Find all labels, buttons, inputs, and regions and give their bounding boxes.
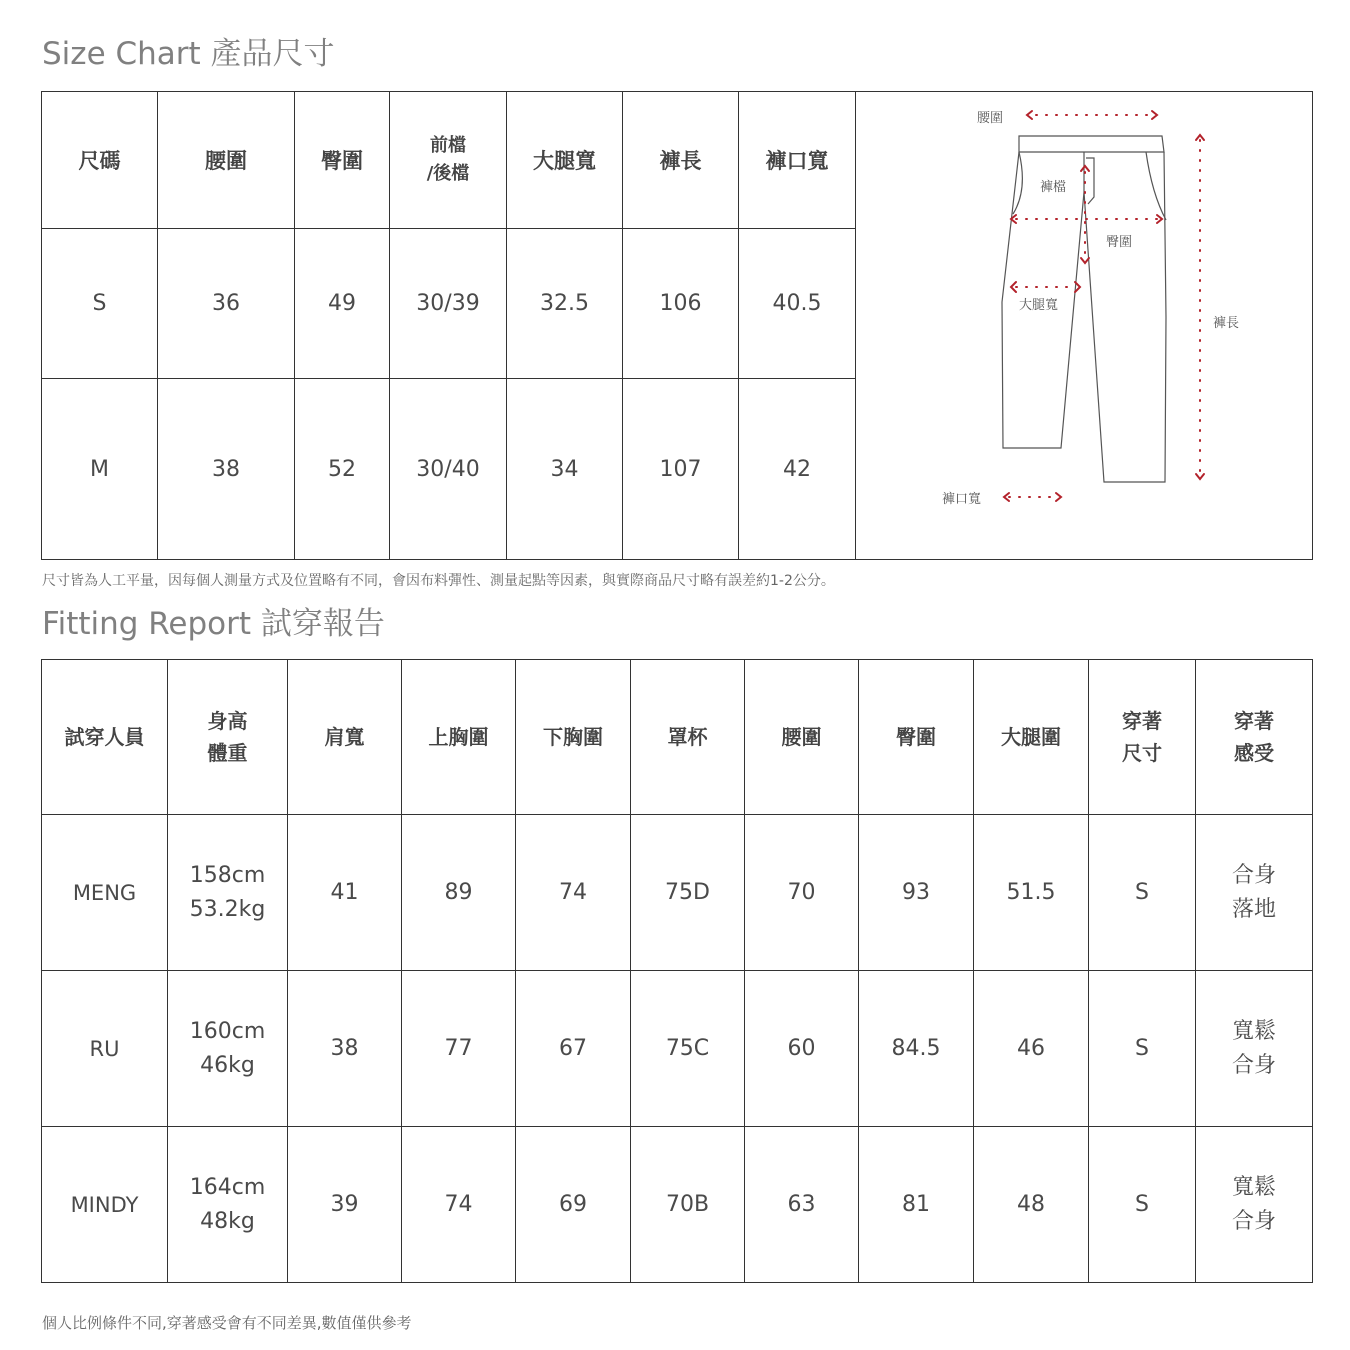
cell-rise: 30/39 [390, 229, 507, 379]
cell-bust: 89 [402, 815, 516, 971]
cell-height: 158cm [189, 862, 266, 888]
cell-feeling [1196, 815, 1313, 971]
header-worn-size-line1: 穿著 [1122, 709, 1162, 733]
cell-length: 107 [623, 379, 739, 560]
header-weight: 體重 [207, 741, 248, 765]
cell-feeling-line2: 合身 [1231, 1052, 1276, 1078]
cell-feeling-line1: 寬鬆 [1231, 1174, 1276, 1200]
cell-feeling-line2: 落地 [1231, 896, 1276, 922]
header-hem: 褲口寬 [739, 92, 856, 229]
label-waist: 腰圍 [977, 111, 1004, 126]
header-bust: 上胸圍 [402, 660, 516, 815]
cell-waist: 70 [745, 815, 859, 971]
label-hem: 褲口寬 [942, 492, 982, 507]
pants-diagram [856, 92, 1312, 559]
cell-hip: 84.5 [859, 971, 974, 1127]
waist-arrow-left [1027, 111, 1032, 119]
header-worn-size-line2: 尺寸 [1122, 741, 1162, 765]
cell-thigh: 46 [974, 971, 1089, 1127]
cell-underbust: 67 [516, 971, 631, 1127]
hem-arrow-right [1056, 493, 1061, 501]
header-feeling-line2: 感受 [1234, 741, 1274, 765]
cell-cup: 70B [631, 1127, 745, 1283]
header-feeling [1196, 660, 1313, 815]
cell-height: 164cm [189, 1174, 266, 1200]
header-rise-back: /後檔 [426, 163, 470, 184]
cell-shoulder: 41 [288, 815, 402, 971]
header-waist: 腰圍 [158, 92, 295, 229]
header-underbust: 下胸圍 [516, 660, 631, 815]
cell-hem: 42 [739, 379, 856, 560]
cell-shoulder: 38 [288, 971, 402, 1127]
cell-length: 106 [623, 229, 739, 379]
header-length: 褲長 [623, 92, 739, 229]
size-chart-table [41, 91, 1313, 560]
label-thigh: 大腿寬 [1019, 298, 1059, 313]
cell-height-weight [168, 1127, 288, 1283]
fit-row-mindy [42, 1127, 1313, 1283]
header-size: 尺碼 [42, 92, 158, 229]
cell-waist: 63 [745, 1127, 859, 1283]
cell-bust: 74 [402, 1127, 516, 1283]
header-shoulder: 肩寬 [288, 660, 402, 815]
header-feeling-line1: 穿著 [1234, 709, 1274, 733]
cell-size: M [42, 379, 158, 560]
cell-waist: 36 [158, 229, 295, 379]
header-thigh: 大腿圍 [974, 660, 1089, 815]
label-rise: 褲檔 [1040, 180, 1067, 195]
cell-tester: MENG [42, 815, 168, 971]
cell-hip: 49 [295, 229, 390, 379]
cell-waist: 60 [745, 971, 859, 1127]
cell-waist: 38 [158, 379, 295, 560]
header-worn-size [1089, 660, 1196, 815]
header-height: 身高 [207, 709, 248, 733]
cell-tester: MINDY [42, 1127, 168, 1283]
cell-thigh: 34 [507, 379, 623, 560]
cell-height-weight [168, 815, 288, 971]
length-arrow-down [1196, 474, 1204, 479]
header-tester: 試穿人員 [42, 660, 168, 815]
cell-feeling-line2: 合身 [1231, 1208, 1276, 1234]
cell-weight: 53.2kg [189, 896, 266, 922]
label-hip: 臀圍 [1106, 235, 1133, 250]
cell-height-weight [168, 971, 288, 1127]
label-length: 褲長 [1213, 316, 1240, 331]
cell-hem: 40.5 [739, 229, 856, 379]
fitting-report-note: 個人比例條件不同,穿著感受會有不同差異,數值僅供參考 [42, 1314, 412, 1332]
header-cup: 罩杯 [631, 660, 745, 815]
header-rise-front: 前檔 [430, 135, 466, 156]
cell-thigh: 48 [974, 1127, 1089, 1283]
cell-bust: 77 [402, 971, 516, 1127]
cell-tester: RU [42, 971, 168, 1127]
cell-worn-size: S [1089, 971, 1196, 1127]
cell-hip: 52 [295, 379, 390, 560]
header-hip: 臀圍 [295, 92, 390, 229]
cell-thigh: 32.5 [507, 229, 623, 379]
cell-hip: 81 [859, 1127, 974, 1283]
header-hip: 臀圍 [859, 660, 974, 815]
fit-row-ru [42, 971, 1313, 1127]
cell-worn-size: S [1089, 815, 1196, 971]
pants-diagram-cell [856, 92, 1313, 560]
rise-arrow-down [1081, 258, 1089, 263]
rise-arrow-up [1081, 166, 1089, 171]
fit-row-meng [42, 815, 1313, 971]
fit-header-row [42, 660, 1313, 815]
cell-height: 160cm [189, 1018, 266, 1044]
size-chart-title: Size Chart 產品尺寸 [42, 36, 335, 72]
cell-underbust: 69 [516, 1127, 631, 1283]
waist-arrow-right [1152, 111, 1157, 119]
header-waist: 腰圍 [745, 660, 859, 815]
cell-feeling [1196, 971, 1313, 1127]
cell-feeling [1196, 1127, 1313, 1283]
cell-weight: 46kg [200, 1052, 255, 1078]
cell-hip: 93 [859, 815, 974, 971]
cell-underbust: 74 [516, 815, 631, 971]
cell-feeling-line1: 寬鬆 [1231, 1018, 1276, 1044]
header-rise [390, 92, 507, 229]
cell-worn-size: S [1089, 1127, 1196, 1283]
cell-shoulder: 39 [288, 1127, 402, 1283]
cell-rise: 30/40 [390, 379, 507, 560]
fitting-report-title: Fitting Report 試穿報告 [42, 606, 385, 642]
size-chart-note: 尺寸皆為人工平量，因每個人測量方式及位置略有不同，會因布料彈性、測量起點等因素，與實際商品尺寸略有誤差約1-2公分。 [42, 573, 835, 589]
header-height-weight [168, 660, 288, 815]
size-header-row [42, 92, 1313, 229]
cell-cup: 75C [631, 971, 745, 1127]
cell-weight: 48kg [200, 1208, 255, 1234]
cell-thigh: 51.5 [974, 815, 1089, 971]
cell-feeling-line1: 合身 [1231, 862, 1276, 888]
fitting-report-table [41, 659, 1313, 1283]
header-thigh: 大腿寬 [507, 92, 623, 229]
cell-cup: 75D [631, 815, 745, 971]
cell-size: S [42, 229, 158, 379]
